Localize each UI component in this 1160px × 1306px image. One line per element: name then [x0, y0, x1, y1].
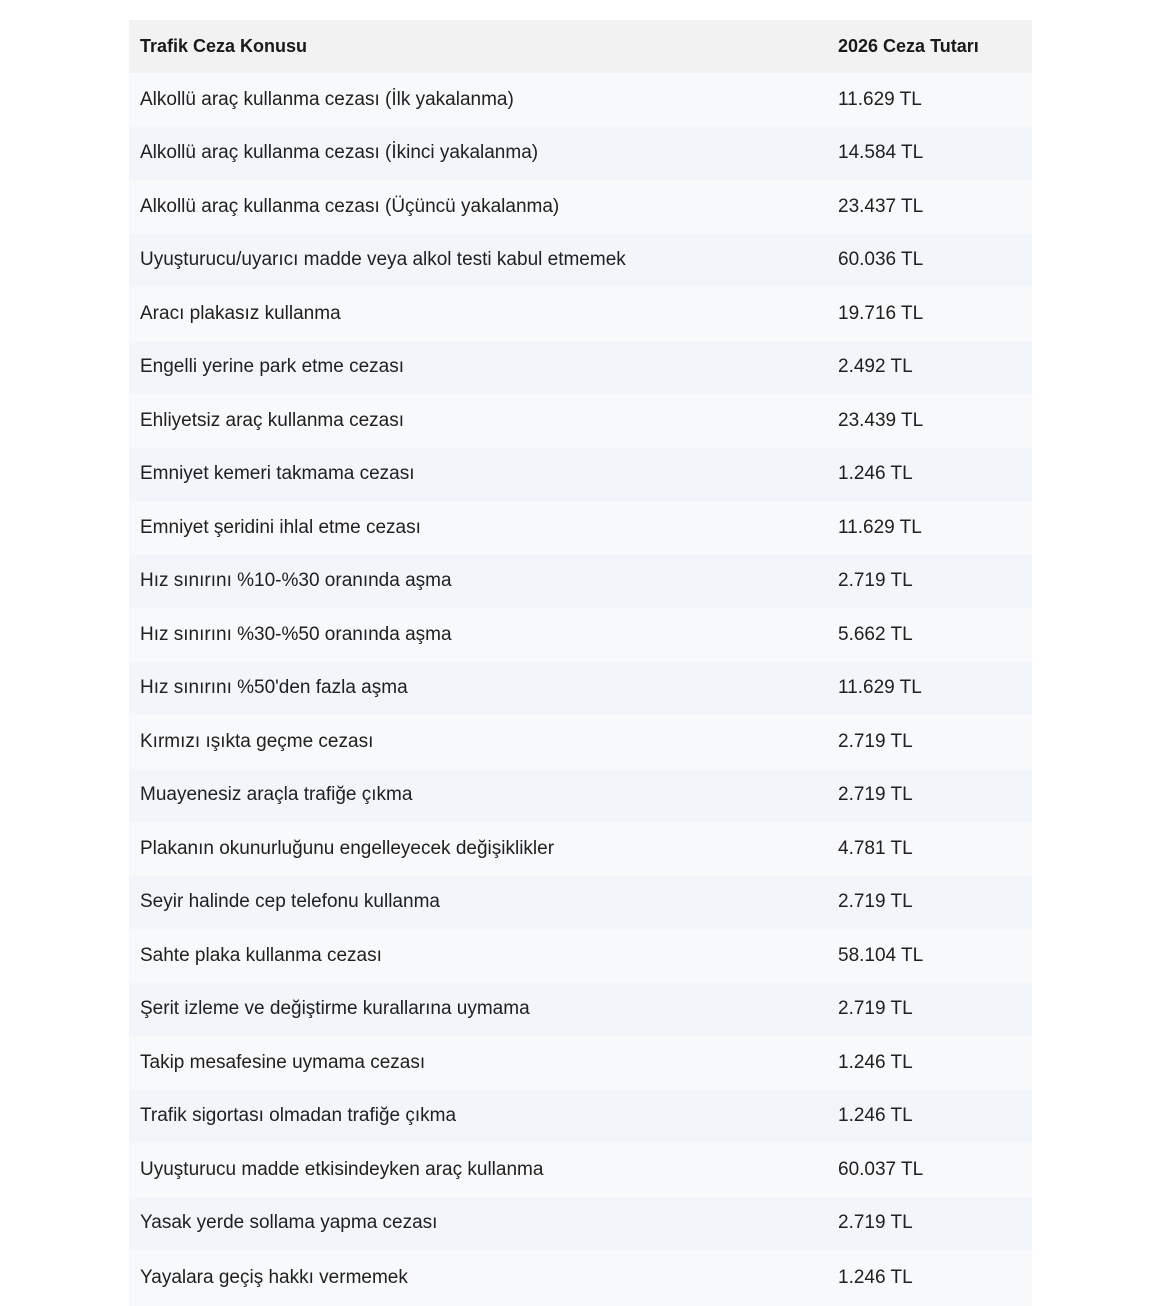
amount-cell: 2.719 TL — [838, 891, 913, 913]
table-row — [129, 929, 1032, 983]
table-header — [129, 20, 1032, 73]
violation-cell: Hız sınırını %30-%50 oranında aşma — [140, 623, 452, 645]
table-row — [129, 180, 1032, 234]
table-row — [129, 983, 1032, 1037]
violation-cell: Sahte plaka kullanma cezası — [140, 944, 382, 966]
violation-cell: Emniyet kemeri takmama cezası — [140, 463, 415, 485]
table-row — [129, 876, 1032, 930]
column-header-violation: Trafik Ceza Konusu — [140, 36, 308, 56]
violation-cell: Ehliyetsiz araç kullanma cezası — [140, 409, 404, 431]
violation-cell: Yayalara geçiş hakkı vermemek — [140, 1267, 408, 1288]
amount-cell: 2.719 TL — [838, 998, 913, 1020]
table-row — [129, 662, 1032, 716]
table-row — [129, 555, 1032, 609]
table-row — [129, 73, 1032, 127]
table-header-row — [129, 20, 1032, 73]
violation-cell: Trafik sigortası olmadan trafiğe çıkma — [140, 1105, 457, 1127]
table-row — [129, 448, 1032, 502]
amount-cell: 11.629 TL — [838, 88, 922, 110]
column-header-amount: 2026 Ceza Tutarı — [838, 36, 979, 56]
table-row — [129, 1090, 1032, 1144]
violation-cell: Hız sınırını %10-%30 oranında aşma — [140, 570, 452, 592]
table-row — [129, 394, 1032, 448]
violation-cell: Kırmızı ışıkta geçme cezası — [140, 730, 374, 752]
table-row — [129, 822, 1032, 876]
table-row — [129, 287, 1032, 341]
amount-cell: 2.492 TL — [838, 356, 913, 378]
table-row — [129, 1036, 1032, 1090]
amount-cell: 2.719 TL — [838, 1212, 913, 1234]
table-row — [129, 1197, 1032, 1251]
amount-cell: 14.584 TL — [838, 142, 924, 164]
amount-cell: 11.629 TL — [838, 516, 922, 538]
amount-cell: 5.662 TL — [838, 623, 913, 645]
amount-cell: 60.036 TL — [838, 249, 924, 271]
violation-cell: Plakanın okunurluğunu engelleyecek değişiklikler — [140, 837, 555, 859]
amount-cell: 1.246 TL — [838, 1051, 913, 1073]
violation-cell: Seyir halinde cep telefonu kullanma — [140, 891, 440, 913]
fines-table-container — [129, 20, 1032, 1306]
amount-cell: 2.719 TL — [838, 570, 913, 592]
amount-cell: 2.719 TL — [838, 730, 913, 752]
table-row — [129, 608, 1032, 662]
violation-cell: Emniyet şeridini ihlal etme cezası — [140, 516, 421, 538]
violation-cell: Alkollü araç kullanma cezası (Üçüncü yakalanma) — [140, 195, 560, 217]
violation-cell: Hız sınırını %50'den fazla aşma — [140, 677, 408, 699]
violation-cell: Alkollü araç kullanma cezası (İkinci yakalanma) — [140, 142, 539, 164]
amount-cell: 23.439 TL — [838, 409, 924, 431]
table-row — [129, 1143, 1032, 1197]
table-row — [129, 1250, 1032, 1306]
table-row — [129, 127, 1032, 181]
table-row — [129, 769, 1032, 823]
amount-cell: 60.037 TL — [838, 1158, 924, 1180]
amount-cell: 23.437 TL — [838, 195, 924, 217]
table-body — [129, 73, 1032, 1306]
violation-cell: Uyuşturucu/uyarıcı madde veya alkol testi kabul etmemek — [140, 249, 626, 271]
amount-cell: 1.246 TL — [838, 463, 913, 485]
amount-cell: 2.719 TL — [838, 784, 913, 806]
amount-cell: 1.246 TL — [838, 1105, 913, 1127]
table-row — [129, 341, 1032, 395]
violation-cell: Uyuşturucu madde etkisindeyken araç kullanma — [140, 1158, 544, 1180]
amount-cell: 58.104 TL — [838, 944, 924, 966]
violation-cell: Takip mesafesine uymama cezası — [140, 1051, 426, 1073]
violation-cell: Engelli yerine park etme cezası — [140, 356, 405, 378]
amount-cell: 11.629 TL — [838, 677, 922, 699]
violation-cell: Yasak yerde sollama yapma cezası — [140, 1212, 438, 1234]
amount-cell: 4.781 TL — [838, 837, 913, 859]
violation-cell: Alkollü araç kullanma cezası (İlk yakalanma) — [140, 88, 514, 110]
violation-cell: Muayenesiz araçla trafiğe çıkma — [140, 784, 413, 806]
amount-cell: 1.246 TL — [838, 1267, 913, 1288]
traffic-fines-table — [129, 20, 1032, 1306]
table-row — [129, 501, 1032, 555]
violation-cell: Aracı plakasız kullanma — [140, 302, 341, 324]
table-row — [129, 234, 1032, 288]
amount-cell: 19.716 TL — [838, 302, 924, 324]
table-row — [129, 715, 1032, 769]
violation-cell: Şerit izleme ve değiştirme kurallarına uymama — [140, 998, 530, 1020]
